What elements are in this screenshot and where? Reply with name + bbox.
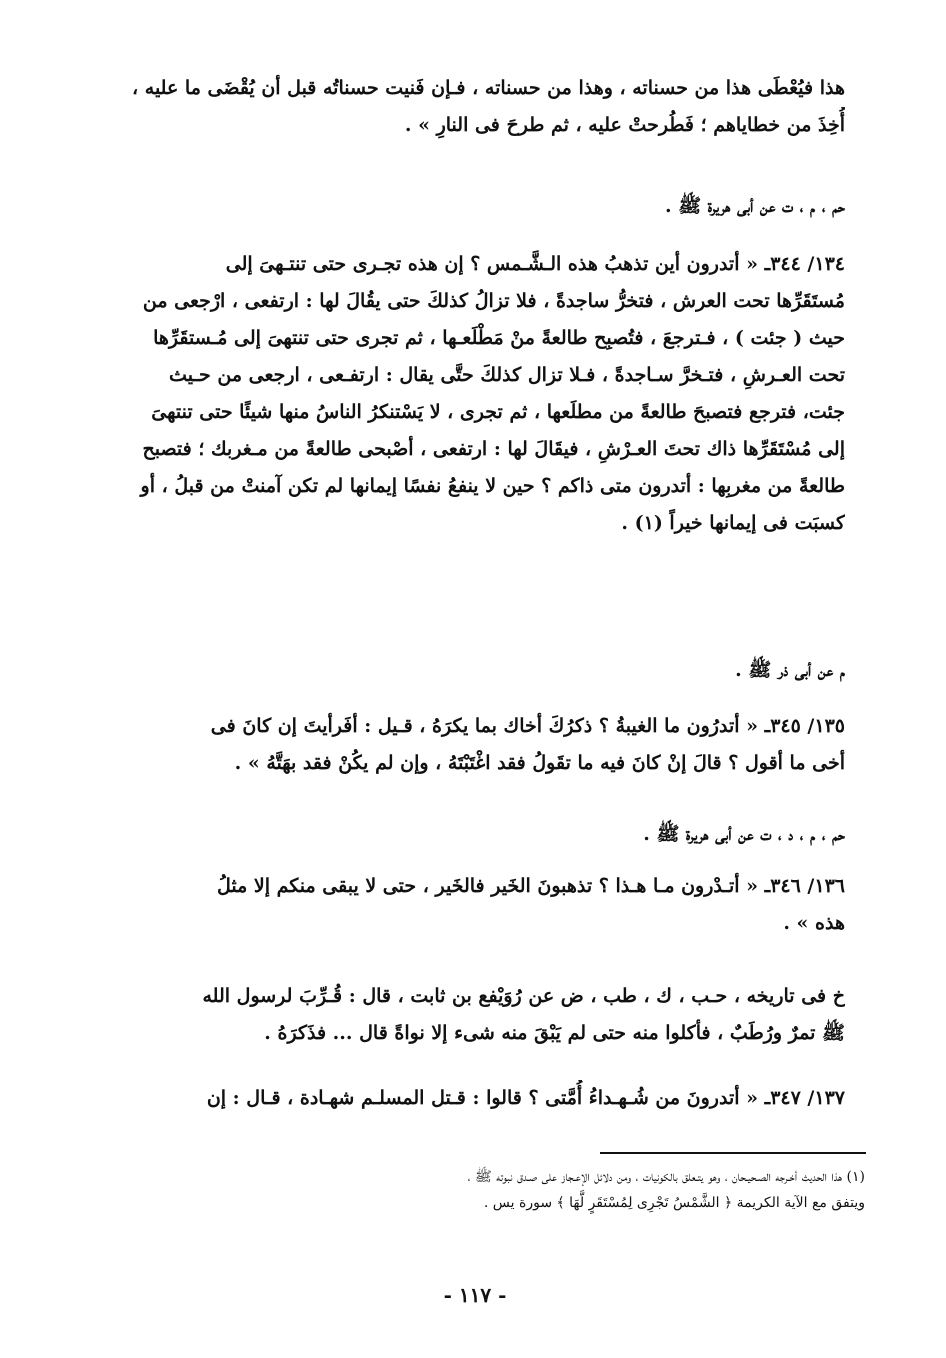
source-reference bbox=[100, 652, 845, 689]
text-line: هذه » . bbox=[783, 912, 845, 934]
text-line: أخى ما أقول ؟ قالَ إنْ كانَ فيه ما تقَولُ فقد اغْتَبْتَهُ ، وإن لم يكُنْ فقد بهَتَّهُ » . bbox=[234, 752, 845, 774]
text-line: ١٣٧/ ٣٤٧ـ « أتدرونَ من شُـهـداءُ أُمَّتى ؟ قالوا : قـتل المسلـم شهـادة ، قـال : إن bbox=[206, 1087, 845, 1109]
text-line: تحت العـرشِ ، فتـخرَّ سـاجدةً ، فـلا تزال كذلكَ حتَّى يقال : ارتفـعى ، ارجعى من حـيث bbox=[169, 364, 845, 386]
text-line: كسبَت فى إيمانها خيراً (١) . bbox=[621, 512, 845, 534]
text-line: ١٣٤/ ٣٤٤ـ « أتدرون أين تذهبُ هذه الـشَّـمس ؟ إن هذه تجـرى حتى تنتـهىَ إلى bbox=[225, 253, 845, 275]
text-line: أُخِذَ من خطاياهم ؛ فَطُرحتْ عليه ، ثم طرحَ فى النارِ » . bbox=[404, 114, 845, 136]
source-line: حم ، م ، ت عن أبى هريرة ﷺ . bbox=[665, 195, 845, 217]
text-line: جئت، فترجع فتصبحَ طالعةً من مطلَعها ، ثم تجرى ، لا يَسْتنكرُ الناسُ منها شيئًا حتى تنتهىَ bbox=[151, 401, 845, 423]
footnotes bbox=[95, 1164, 865, 1216]
hadith-135 bbox=[100, 708, 845, 782]
text-line: ١٣٦/ ٣٤٦ـ « أتـدْرون مـا هـذا ؟ تذهبونَ الخَير فالخَير ، حتى لا يبقى منكم إلا مثلُ bbox=[216, 875, 845, 897]
source-reference bbox=[100, 188, 845, 225]
text-line: طالعةً من مغربِها : أتدرون متى ذاكم ؟ حين لا ينفعُ نفسًا إيمانها لم تكن آمنتْ من قبلُ ، أو bbox=[140, 475, 845, 497]
page-number: - ١١٧ - bbox=[443, 1283, 507, 1307]
text-line: ١٣٥/ ٣٤٥ـ « أتدرُون ما الغيبةُ ؟ ذكرُكَ أخاك بما يكرَهُ ، قـيل : أفَرأيتَ إن كانَ فى bbox=[210, 715, 845, 737]
hadith-136 bbox=[100, 868, 845, 942]
text-line: إلى مُسْتَقَرِّها ذاك تحتَ العـرْشِ ، فيقَالَ لها : ارتفعى ، أصْبحى طالعةً من مـغربك ؛ فتصبح bbox=[142, 438, 845, 460]
text-line: هذا فيُعْطَى هذا من حسناته ، وهذا من حسناته ، فـإن فَنيت حسناتُه قبل أن يُقْضَى ما عليه ، bbox=[132, 77, 845, 99]
paragraph-continuation bbox=[100, 70, 845, 144]
text-line: حيث ( جئت ) ، فـترجعَ ، فتُصبِح طالعةً منْ مَطْلَعـها ، ثم تجرى حتى تنتهىَ إلى مُـستقَرِّها bbox=[153, 327, 845, 349]
footnote-line: (١) هذا الحديث أخـرجه الصـحيـحان ، وهو يتـعلق بالكونيات ، ومن دلائل الإعـجاز على صـدق نبوته ﷺ ، bbox=[467, 1169, 865, 1185]
hadith-137 bbox=[100, 1080, 845, 1117]
source-line: حم ، م ، د ، ت عن أبى هريرة ﷺ . bbox=[643, 823, 845, 845]
source-line: خ فى تاريخه ، حـب ، ك ، طب ، ض عن رُوَيْفع بن ثابت ، قال : قُـرِّبَ لرسول الله bbox=[202, 985, 845, 1007]
text-line: مُستَقَرِّها تحت العرش ، فتخرُّ ساجدةً ، فلا تزالُ كذلكَ حتى يقُالَ لها : ارتفعى ، ارْجعى من bbox=[142, 290, 845, 312]
source-reference bbox=[100, 816, 845, 853]
footnote-divider bbox=[600, 1152, 866, 1154]
source-line: ﷺ تمرٌ ورُطَبٌ ، فأكلوا منه حتى لم يَبْقَ منه شىء إلا نواةً قال ... فذَكرَهُ . bbox=[264, 1022, 845, 1044]
footnote-line: ويتفق مع الآية الكريمة ﴿ الشَّمْسُ تَجْرِى لِمُسْتَقَرٍ لَّهَا ﴾ سورة يس . bbox=[483, 1195, 865, 1211]
source-line: م عن أبى ذر ﷺ . bbox=[735, 659, 845, 681]
hadith-134 bbox=[100, 246, 845, 542]
source-reference bbox=[100, 978, 845, 1052]
